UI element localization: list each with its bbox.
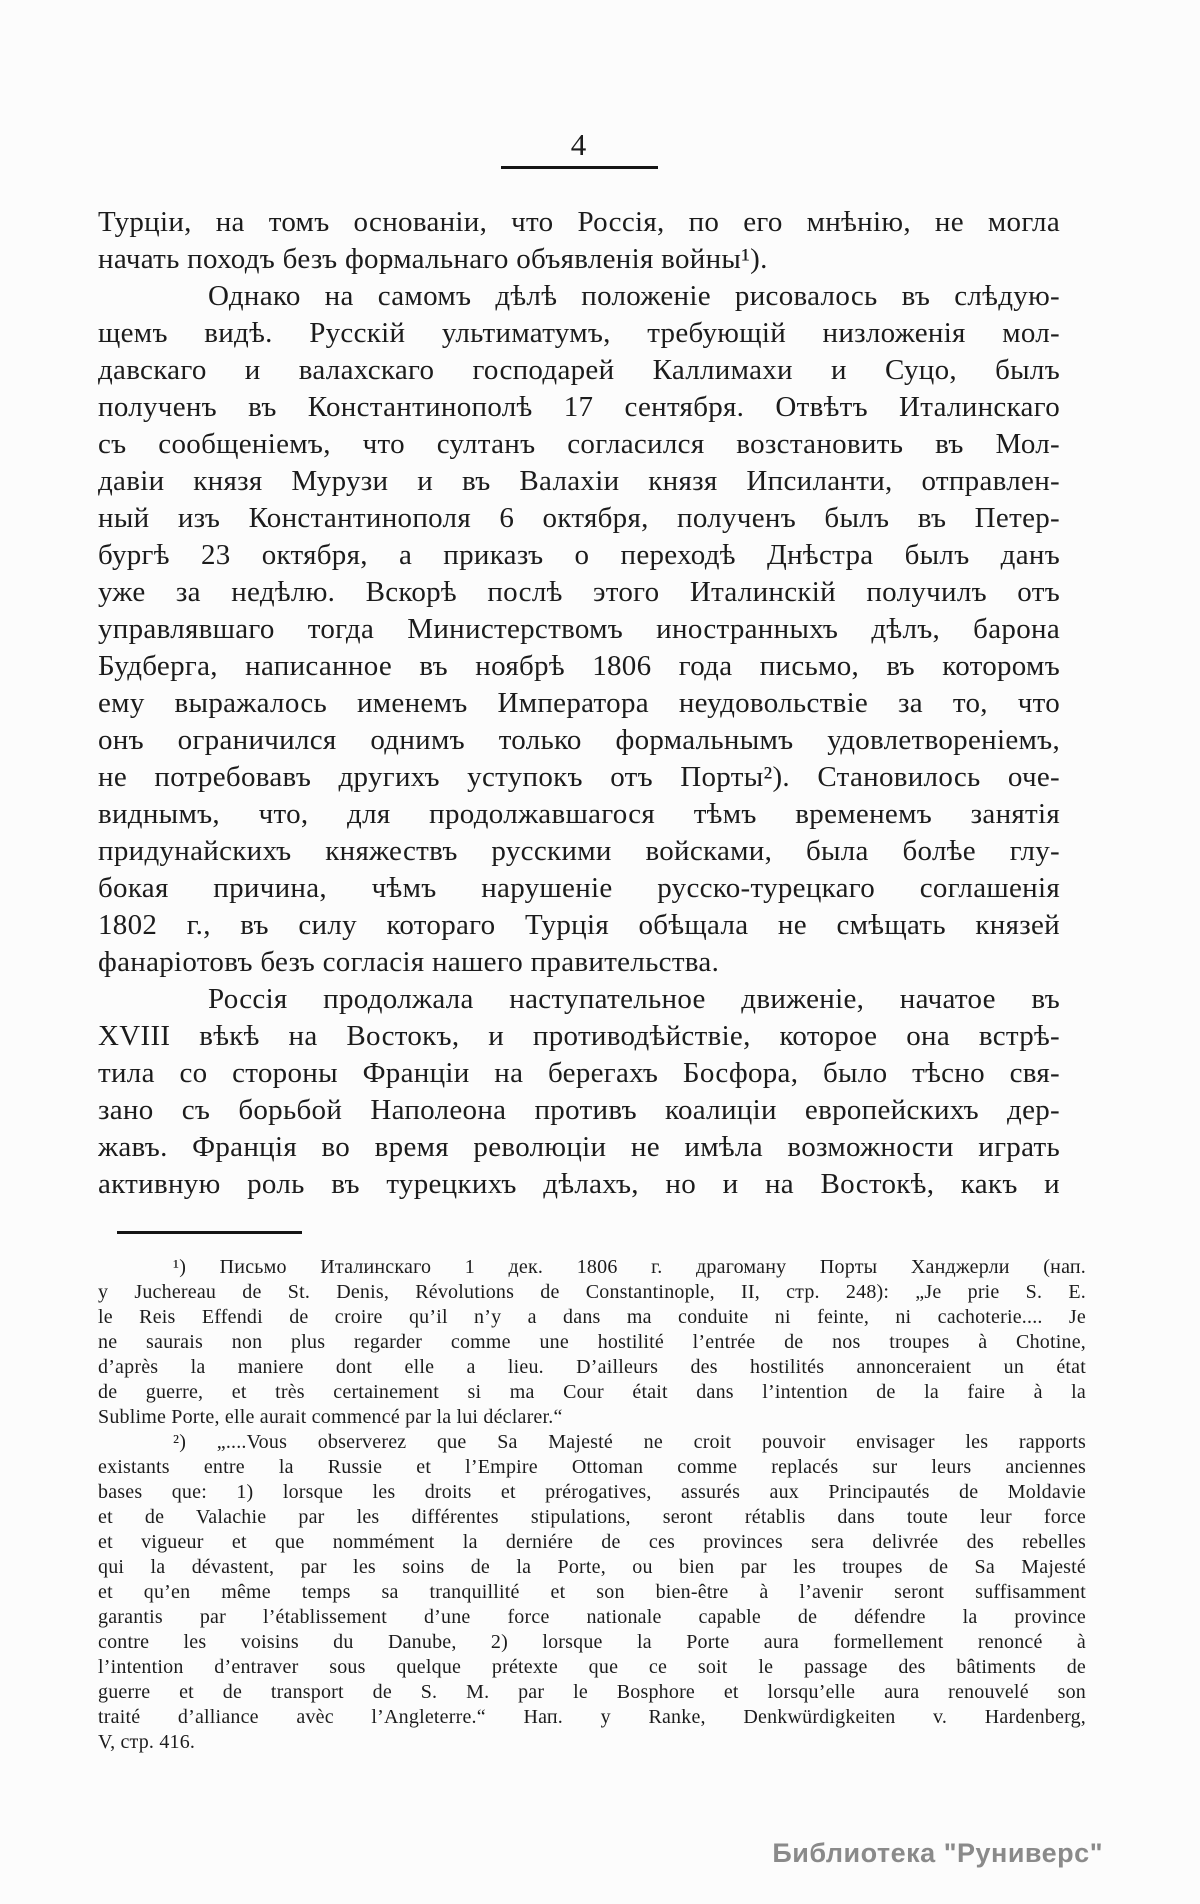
footnote-line: у Juchereau de St. Denis, Révolutions de Constantinople, II, стр. 248): „Je prie S. E. [98, 1281, 1086, 1303]
text-line: фанаріотовъ безъ согласія нашего правительства. [98, 946, 720, 978]
text-line: зано съ борьбой Наполеона противъ коалиціи европейскихъ дер- [98, 1094, 1060, 1126]
footnote-separator-rule [117, 1231, 302, 1234]
text-line: Турціи, на томъ основаніи, что Россія, по его мнѣнію, не могла [98, 206, 1060, 238]
text-line: XVIII вѣкѣ на Востокъ, и противодѣйствіе, которое она встрѣ- [98, 1020, 1060, 1052]
main-text-block [98, 204, 1060, 1203]
footnotes-block [98, 1255, 1086, 1755]
text-line: щемъ видѣ. Русскій ультиматумъ, требующій низложенія мол- [98, 317, 1060, 349]
footnote-line: qui la dévastent, par les soins de la Porte, ou bien par les troupes de Sa Majesté [98, 1556, 1086, 1578]
footnote-line: contre les voisins du Danube, 2) lorsque la Porte aura formellement renoncé à [98, 1631, 1086, 1653]
footnote-line: ²) „....Vous observerez que Sa Majesté ne croit pouvoir envisager les rapports [173, 1431, 1086, 1453]
footnote-line: de guerre, et très certainement si ma Cour était dans l’intention de la faire à la [98, 1381, 1086, 1403]
text-line: Будберга, написанное въ ноябрѣ 1806 года письмо, въ которомъ [98, 650, 1060, 682]
footnote-line: ne saurais non plus regarder comme une hostilité l’entrée de nos troupes à Chotine, [98, 1331, 1086, 1353]
footnote-line: garantis par l’établissement d’une force nationale capable de défendre la province [98, 1606, 1086, 1628]
footnote-line: bases que: 1) lorsque les droits et prérogatives, assurés aux Principautés de Moldavie [98, 1481, 1086, 1503]
text-line: съ сообщеніемъ, что султанъ согласился возстановить въ Мол- [98, 428, 1060, 460]
text-line: не потребовавъ другихъ уступокъ отъ Порты²). Становилось оче- [98, 761, 1060, 793]
footnote-line: guerre et de transport de S. M. par le Bosphore et lorsqu’elle aura renouvelé son [98, 1681, 1086, 1703]
text-line: виднымъ, что, для продолжавшагося тѣмъ временемъ занятія [98, 798, 1060, 830]
page-number: 4 [570, 127, 588, 162]
text-line: Однако на самомъ дѣлѣ положеніе рисовалось въ слѣдую- [208, 280, 1060, 312]
footnote-line: ¹) Письмо Италинскаго 1 дек. 1806 г. драгоману Порты Ханджерли (нап. [173, 1256, 1086, 1278]
text-line: бокая причина, чѣмъ нарушеніе русско-турецкаго соглашенія [98, 872, 1060, 904]
footnote-line: et vigueur et que nommément la derniére de ces provinces sera delivrée des rebelles [98, 1531, 1086, 1553]
page-header [98, 128, 1060, 169]
text-line: уже за недѣлю. Вскорѣ послѣ этого Италинскій получилъ отъ [98, 576, 1060, 608]
text-line: жавъ. Франція во время революціи не имѣла возможности играть [98, 1131, 1060, 1163]
footnote-line: Sublime Porte, elle aurait commencé par la lui déclarer.“ [98, 1406, 563, 1428]
text-line: управлявшаго тогда Министерствомъ иностранныхъ дѣлъ, барона [98, 613, 1060, 645]
text-line: активную роль въ турецкихъ дѣлахъ, но и на Востокѣ, какъ и [98, 1168, 1060, 1200]
text-line: ный изъ Константинополя 6 октября, полученъ былъ въ Петер- [98, 502, 1060, 534]
text-line: бургѣ 23 октября, а приказъ о переходѣ Днѣстра былъ данъ [98, 539, 1060, 571]
text-line: полученъ въ Константинополѣ 17 сентября. Отвѣтъ Италинскаго [98, 391, 1060, 423]
footnote-line: et de Valachie par les différentes stipulations, seront rétablis dans toute leur force [98, 1506, 1086, 1528]
library-watermark: Библиотека "Руниверс" [772, 1838, 1103, 1868]
text-line: придунайскихъ княжествъ русскими войсками, была болѣе глу- [98, 835, 1060, 867]
text-line: давскаго и валахскаго господарей Каллимахи и Суцо, былъ [98, 354, 1060, 386]
footnote-line: existants entre la Russie et l’Empire Ottoman comme replacés sur leurs anciennes [98, 1456, 1086, 1478]
footnote-line: d’après la maniere dont elle a lieu. D’ailleurs des hostilités annonceraient un état [98, 1356, 1086, 1378]
footnote-line: l’intention d’entraver sous quelque prétexte que ce soit le passage des bâtiments de [98, 1656, 1086, 1678]
footnote-line: traité d’alliance avèc l’Angleterre.“ Нап. у Ranke, Denkwürdigkeiten v. Hardenberg, [98, 1706, 1086, 1728]
text-line: онъ ограничился однимъ только формальнымъ удовлетвореніемъ, [98, 724, 1060, 756]
text-line: ему выражалось именемъ Императора неудовольствіе за то, что [98, 687, 1060, 719]
text-line: Россія продолжала наступательное движеніе, начатое въ [208, 983, 1060, 1015]
text-line: давіи князя Мурузи и въ Валахіи князя Ипсиланти, отправлен- [98, 465, 1060, 497]
text-line: тила со стороны Франціи на берегахъ Босфора, было тѣсно свя- [98, 1057, 1060, 1089]
page-number-rule [501, 166, 658, 169]
text-line: 1802 г., въ силу котораго Турція обѣщала не смѣщать князей [98, 909, 1060, 941]
text-line: начать походъ безъ формальнаго объявленія войны¹). [98, 243, 768, 275]
footnote-line: V, стр. 416. [98, 1731, 196, 1753]
footnote-line: le Reis Effendi de croire qu’il n’y a dans ma conduite ni feinte, ni cachoterie.... Je [98, 1306, 1086, 1328]
footnote-line: et qu’en même temps sa tranquillité et son bien-être à l’avenir seront suffisamment [98, 1581, 1086, 1603]
